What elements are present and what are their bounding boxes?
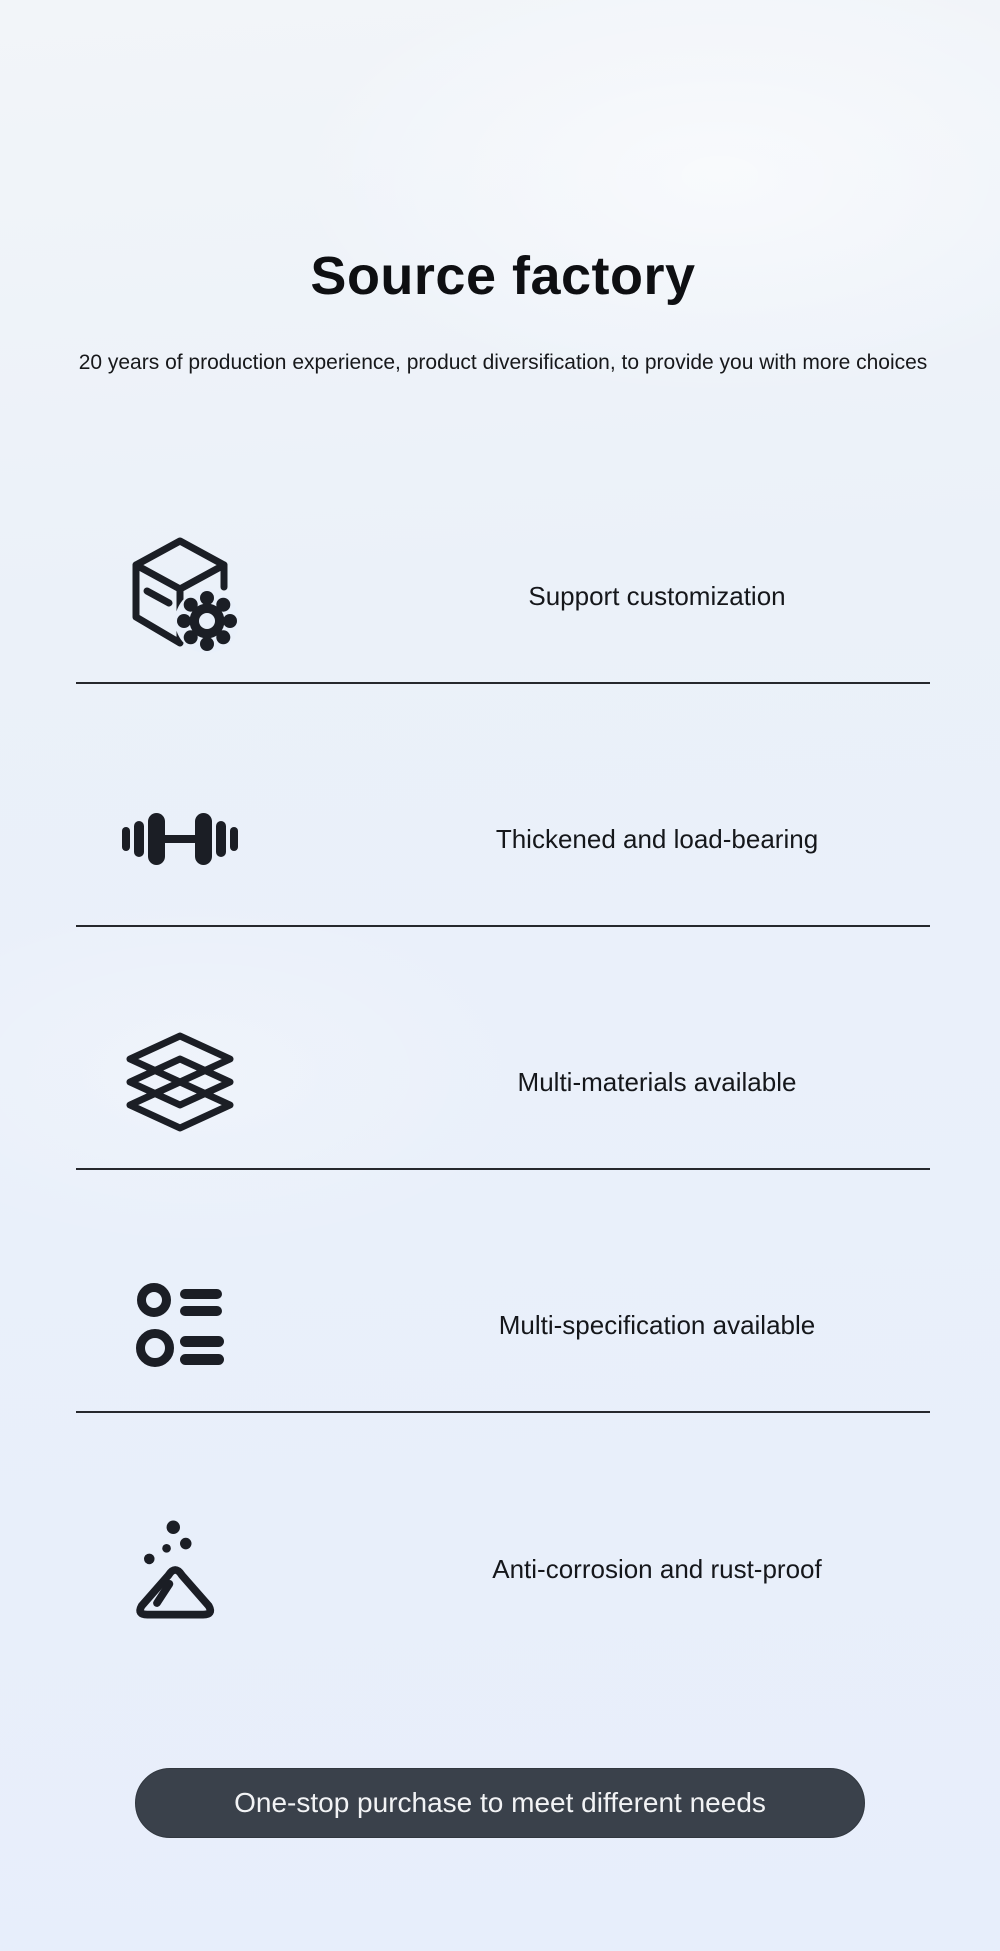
label-wrap bbox=[284, 824, 930, 855]
icon-wrap bbox=[76, 535, 284, 657]
dumbbell-icon bbox=[122, 807, 238, 871]
icon-wrap bbox=[76, 807, 284, 871]
feature-row bbox=[76, 1170, 930, 1413]
icon-wrap bbox=[76, 1513, 284, 1625]
page-subtitle: 20 years of production experience, product diversification, to provide you with more choices bbox=[78, 351, 928, 375]
feature-label: Multi-specification available bbox=[498, 1309, 816, 1340]
icon-wrap bbox=[76, 1032, 284, 1132]
main-content bbox=[76, 0, 930, 1656]
feature-row bbox=[76, 684, 930, 927]
feature-label: Anti-corrosion and rust-proof bbox=[492, 1553, 822, 1584]
one-stop-purchase-button[interactable]: One-stop purchase to meet different needs bbox=[135, 1768, 865, 1838]
feature-row bbox=[76, 441, 930, 684]
feature-row bbox=[76, 1413, 930, 1656]
list-icon bbox=[136, 1279, 224, 1371]
label-wrap bbox=[284, 1310, 930, 1341]
box-gear-icon bbox=[121, 535, 239, 657]
feature-label: Thickened and load-bearing bbox=[495, 823, 819, 854]
feature-list bbox=[76, 441, 930, 1656]
pile-icon bbox=[132, 1513, 228, 1625]
icon-wrap bbox=[76, 1279, 284, 1371]
layers-icon bbox=[124, 1032, 236, 1132]
label-wrap bbox=[284, 581, 930, 612]
label-wrap bbox=[284, 1554, 930, 1585]
feature-row bbox=[76, 927, 930, 1170]
page-title: Source factory bbox=[310, 246, 696, 306]
feature-label: Support customization bbox=[528, 580, 786, 611]
label-wrap bbox=[284, 1067, 930, 1098]
feature-label: Multi-materials available bbox=[517, 1066, 797, 1097]
